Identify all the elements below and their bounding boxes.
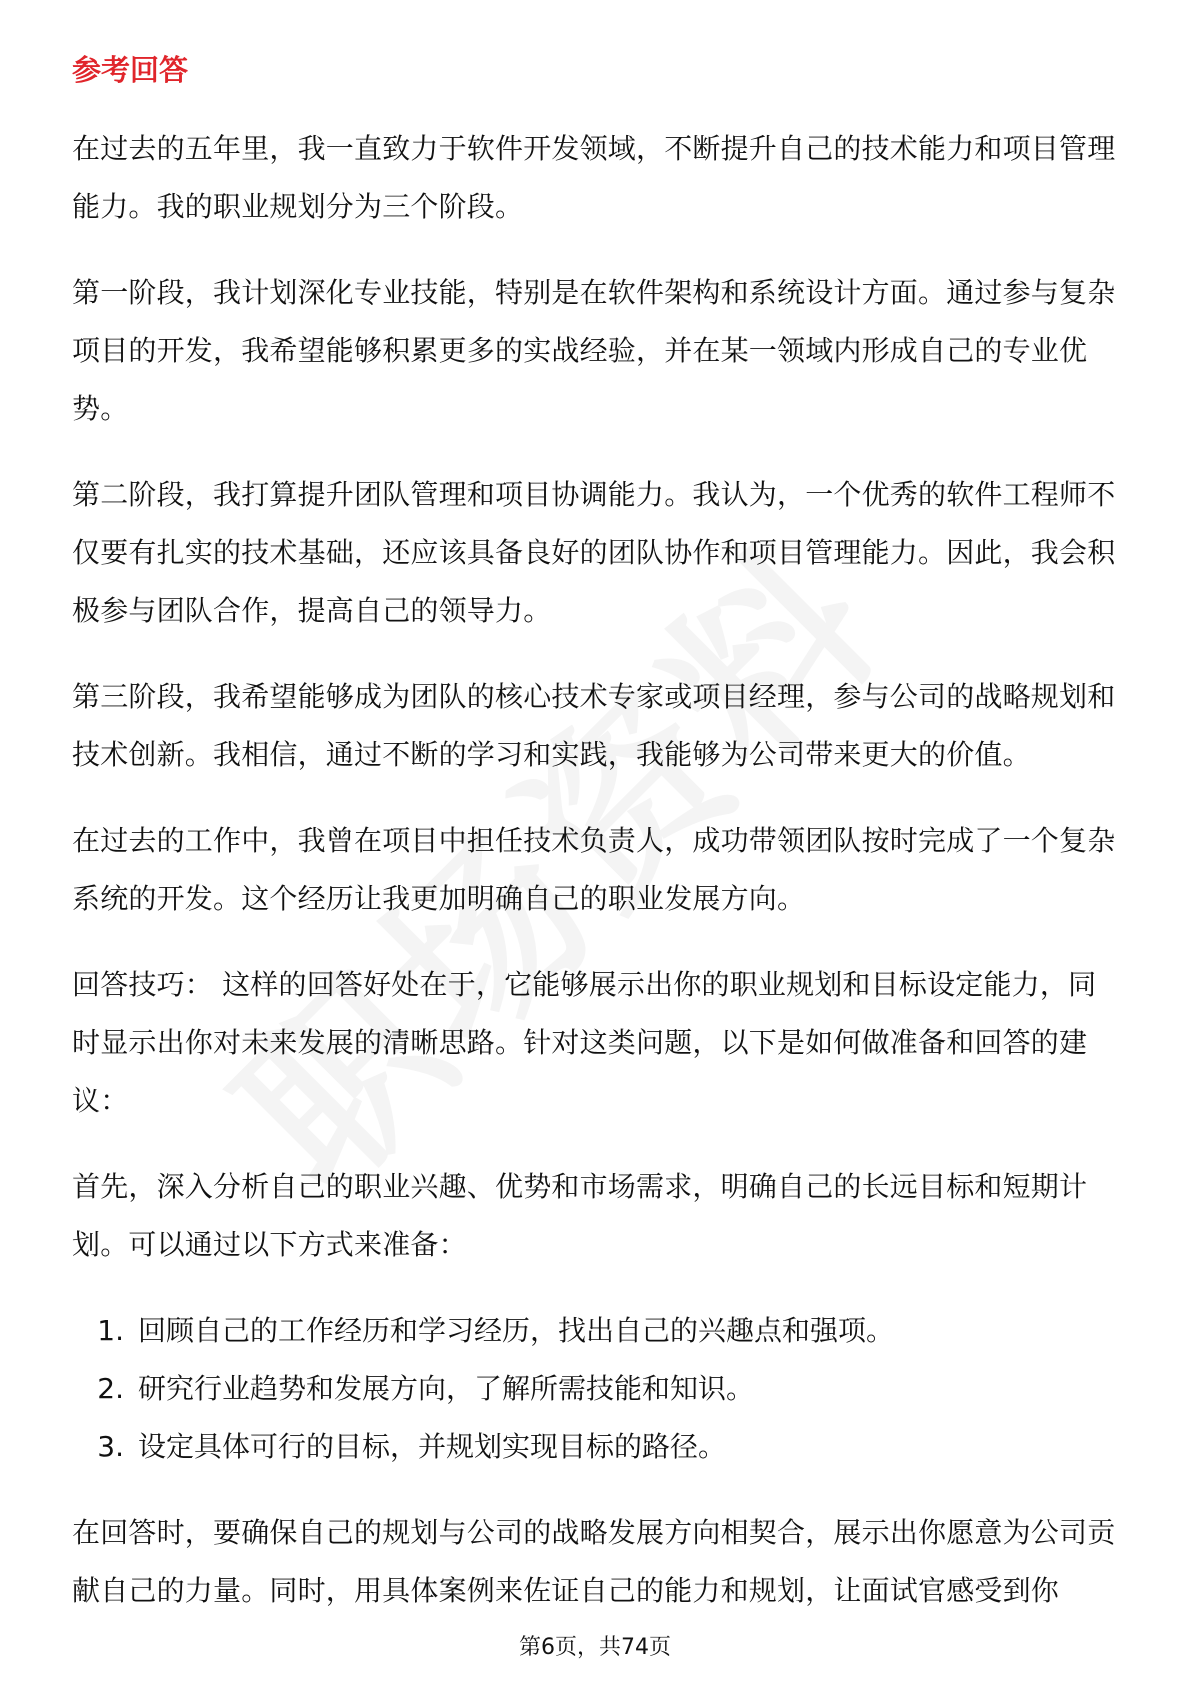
paragraph-answer-advice: 在回答时，要确保自己的规划与公司的战略发展方向相契合，展示出你愿意为公司贡献自己的力量。同时，用具体案例来佐证自己的能力和规划，让面试官感受到你 <box>72 1516 1116 1607</box>
paragraph-stage-three: 第三阶段，我希望能够成为团队的核心技术专家或项目经理，参与公司的战略规划和技术创新。我相信，通过不断的学习和实践，我能够为公司带来更大的价值。 <box>72 680 1116 771</box>
list-item <box>72 1360 1120 1418</box>
paragraph-stage-two: 第二阶段，我打算提升团队管理和项目协调能力。我认为，一个优秀的软件工程师不仅要有扎实的技术基础，还应该具备良好的团队协作和项目管理能力。因此，我会积极参与团队合作，提高自己的领导力。 <box>72 478 1116 627</box>
paragraph-intro: 在过去的五年里，我一直致力于软件开发领域，不断提升自己的技术能力和项目管理能力。我的职业规划分为三个阶段。 <box>72 132 1116 223</box>
list-item-text: 研究行业趋势和发展方向，了解所需技能和知识。 <box>138 1372 755 1405</box>
list-item-text: 回顾自己的工作经历和学习经历，找出自己的兴趣点和强项。 <box>138 1314 895 1347</box>
list-item-text: 设定具体可行的目标，并规划实现目标的路径。 <box>138 1430 727 1463</box>
list-item <box>72 1418 1120 1476</box>
list-item <box>72 1302 1120 1360</box>
preparation-list <box>72 1302 1120 1476</box>
list-item-number: 1. <box>97 1314 124 1347</box>
paragraph-tips: 回答技巧： 这样的回答好处在于，它能够展示出你的职业规划和目标设定能力，同时显示出你对未来发展的清晰思路。针对这类问题，以下是如何做准备和回答的建议： <box>72 968 1097 1117</box>
section-title: 参考回答 <box>72 53 189 87</box>
document-page <box>72 50 1120 1648</box>
page-number-footer: 第6页，共74页 <box>519 1635 671 1660</box>
list-item-number: 2. <box>97 1372 124 1405</box>
paragraph-stage-one: 第一阶段，我计划深化专业技能，特别是在软件架构和系统设计方面。通过参与复杂项目的开发，我希望能够积累更多的实战经验，并在某一领域内形成自己的专业优势。 <box>72 276 1116 425</box>
paragraph-experience: 在过去的工作中，我曾在项目中担任技术负责人，成功带领团队按时完成了一个复杂系统的开发。这个经历让我更加明确自己的职业发展方向。 <box>72 824 1116 915</box>
list-item-number: 3. <box>97 1430 124 1463</box>
paragraph-first: 首先，深入分析自己的职业兴趣、优势和市场需求，明确自己的长远目标和短期计划。可以通过以下方式来准备： <box>72 1170 1088 1261</box>
